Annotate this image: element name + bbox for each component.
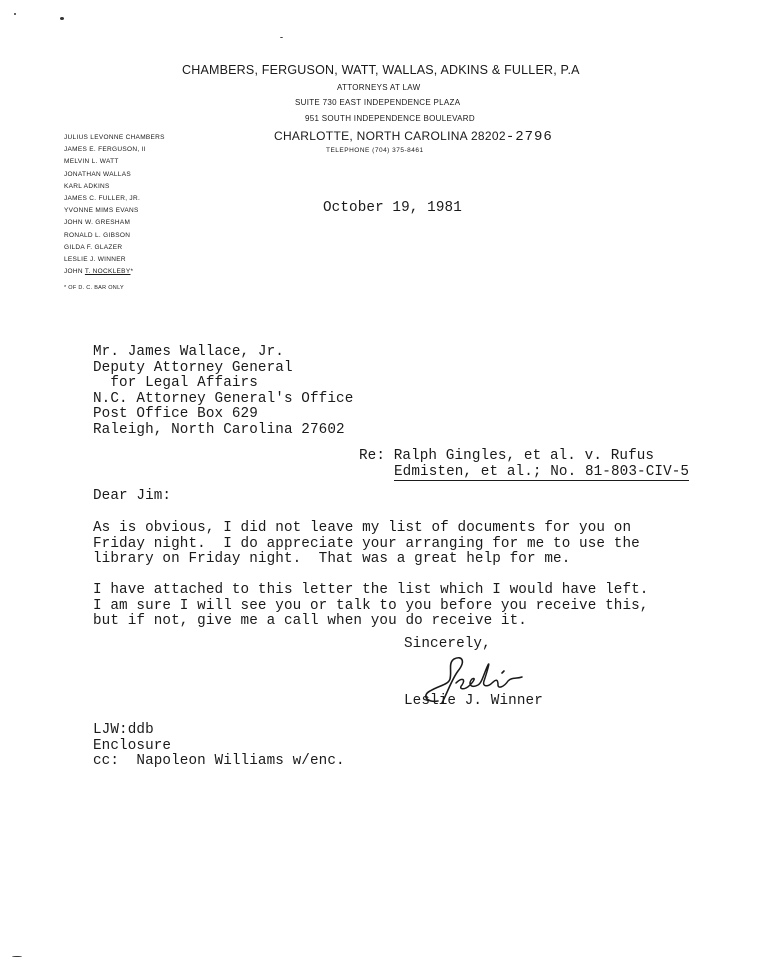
scan-speck — [60, 17, 64, 20]
address-line: N.C. Attorney General's Office — [93, 390, 354, 407]
partner-name: JAMES E. FERGUSON, II — [64, 146, 146, 154]
paragraph-line: I am sure I will see you or talk to you before you receive this, — [93, 597, 649, 614]
letter-footer — [93, 723, 345, 770]
footer-line: Enclosure — [93, 737, 172, 754]
partners-list — [64, 132, 165, 278]
partner-prefix: JOHN — [64, 268, 85, 276]
closing: Sincerely, — [404, 636, 491, 652]
re-line-2: Edmisten, et al.; No. 81-803-CIV-5 — [394, 463, 690, 480]
paragraph-line: but if not, give me a call when you do receive it. — [93, 613, 527, 629]
letter-date: October 19, 1981 — [323, 200, 462, 216]
paragraph-line: library on Friday night. That was a great help for me. — [93, 551, 571, 567]
scan-speck — [280, 37, 283, 38]
address-line: for Legal Affairs — [93, 375, 258, 391]
partner-underlined: T. NOCKLEBY — [84, 268, 131, 276]
firm-telephone: TELEPHONE (704) 375-8461 — [326, 147, 424, 154]
address-line: Raleigh, North Carolina 27602 — [93, 421, 345, 438]
firm-suite: SUITE 730 EAST INDEPENDENCE PLAZA — [295, 98, 461, 107]
partner-name: RONALD L. GIBSON — [64, 231, 131, 239]
paragraph-1 — [93, 521, 640, 568]
partner-name: JAMES C. FULLER, JR. — [64, 194, 141, 202]
partner-name: YVONNE MIMS EVANS — [64, 207, 139, 215]
partner-suffix: * — [130, 268, 134, 276]
salutation: Dear Jim: — [93, 488, 172, 504]
firm-subtitle: ATTORNEYS AT LAW — [337, 83, 421, 92]
address-line: Post Office Box 629 — [93, 406, 258, 422]
partner-name-last — [64, 266, 165, 278]
address-line: Mr. James Wallace, Jr. — [93, 344, 284, 360]
recipient-address — [93, 345, 353, 438]
partner-name: MELVIN L. WATT — [64, 158, 119, 166]
footer-line: cc: Napoleon Williams w/enc. — [93, 753, 345, 769]
scan-speck — [12, 956, 22, 957]
dc-bar-note: * OF D. C. BAR ONLY — [64, 285, 124, 291]
paragraph-line: I have attached to this letter the list which I would have left. — [93, 582, 649, 598]
partner-name: JONATHAN WALLAS — [64, 170, 131, 178]
firm-street: 951 SOUTH INDEPENDENCE BOULEVARD — [305, 114, 475, 123]
partner-name: GILDA F. GLAZER — [64, 243, 123, 251]
firm-city-text: CHARLOTTE, NORTH CAROLINA 28202 — [274, 129, 506, 143]
firm-city — [274, 129, 553, 145]
partner-name: KARL ADKINS — [64, 182, 110, 190]
re-line-1: Re: Ralph Gingles, et al. v. Rufus — [359, 448, 655, 464]
partner-name: LESLIE J. WINNER — [64, 255, 126, 263]
footer-line: LJW:ddb — [93, 722, 154, 738]
firm-name: CHAMBERS, FERGUSON, WATT, WALLAS, ADKINS & FULLER, P.A — [182, 63, 580, 77]
address-line: Deputy Attorney General — [93, 359, 293, 376]
paragraph-2 — [93, 583, 649, 630]
signer-name: Leslie J. Winner — [404, 693, 543, 709]
scan-speck — [14, 13, 16, 15]
partner-name: JOHN W. GRESHAM — [64, 219, 131, 227]
re-line — [359, 449, 689, 481]
paragraph-line: As is obvious, I did not leave my list of documents for you on — [93, 520, 632, 536]
partner-name: JULIUS LEVONNE CHAMBERS — [64, 134, 165, 141]
firm-zip-extension: -2796 — [505, 129, 553, 145]
paragraph-line: Friday night. I do appreciate your arranging for me to use the — [93, 535, 640, 552]
